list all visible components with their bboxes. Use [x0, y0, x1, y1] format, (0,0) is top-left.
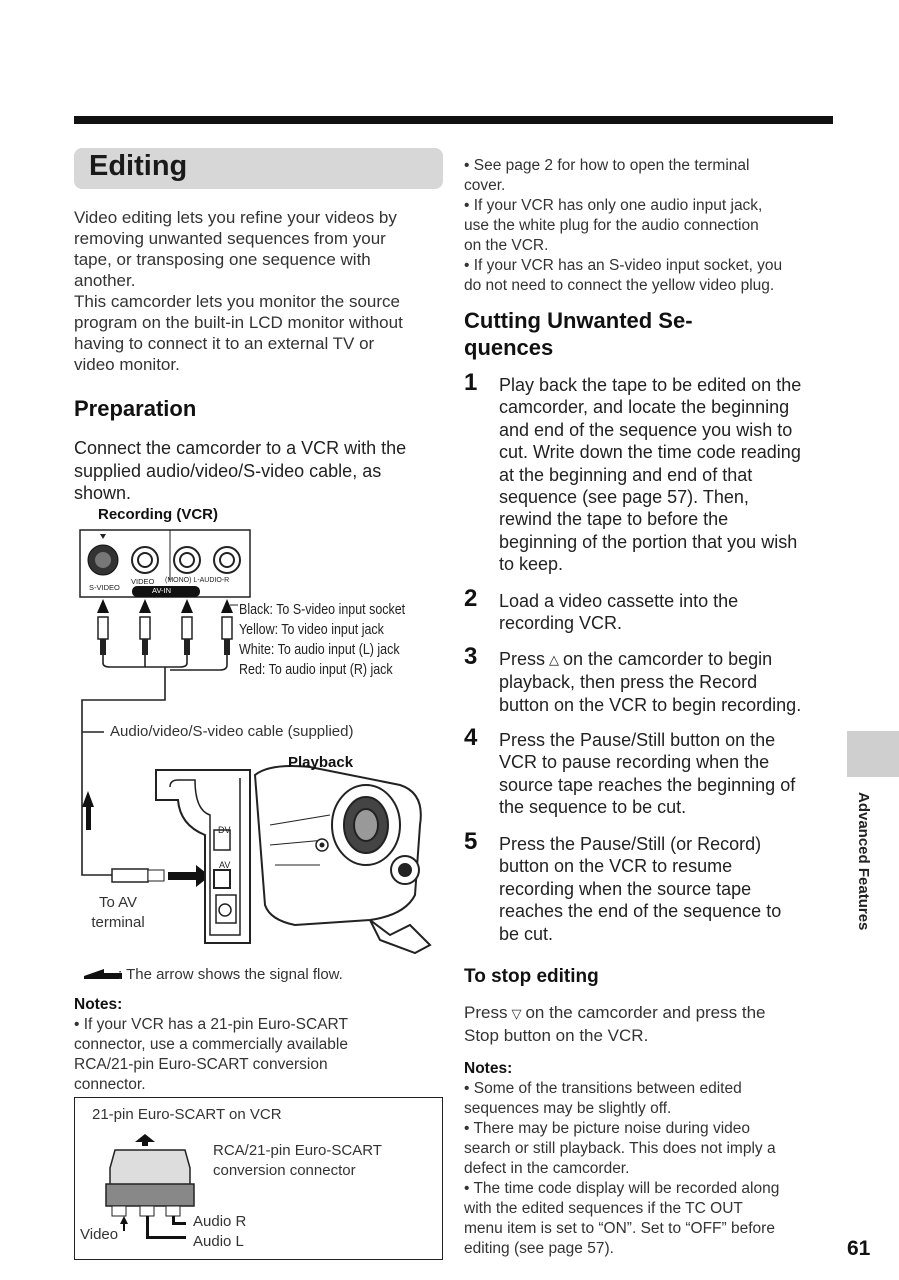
- step-4-number: 4: [464, 724, 478, 751]
- plug-labels: Black: To S-video input socket Yellow: To video input jack White: To audio input (L) jack Red: To audio input (R) jack: [239, 602, 406, 678]
- step-3-text: Press △ on the camcorder to begin playback, then press the Record button on the VCR to begin recording.: [499, 649, 802, 715]
- play-triangle-icon: △: [549, 652, 560, 668]
- scart-conv-label: RCA/21-pin Euro-SCART conversion connector: [213, 1142, 382, 1179]
- notes-right-list: [464, 1079, 839, 1259]
- cable-label: Audio/video/S-video cable (supplied): [110, 723, 354, 740]
- terminal-bullets: [464, 156, 839, 296]
- to-av-terminal-label: To AV terminal: [91, 894, 145, 931]
- av-in-label: AV-IN: [152, 586, 172, 595]
- section-title: Editing: [89, 150, 188, 182]
- bullet-item: • If your VCR has only one audio input jack, use the white plug for the audio connection on the VCR.: [464, 197, 763, 254]
- playback-label: Playback: [288, 754, 354, 771]
- intro-text: Video editing lets you refine your videos by removing unwanted sequences from your tape, or transposing one sequence with another. This camcorder lets you monitor the source program on the built-in LCD monitor without having to connect it to an external TV or video monitor.: [74, 208, 403, 374]
- audio-label: (MONO) L-AUDIO-R: [165, 577, 230, 584]
- cutting-heading: Cutting Unwanted Se- quences: [464, 308, 693, 360]
- jack-labels: [84, 577, 264, 599]
- camcorder-body: [255, 766, 430, 953]
- notes-left-item: • If your VCR has a 21-pin Euro-SCART connector, use a commercially available RCA/21-pin Euro-SCART conversion connector.: [74, 1016, 348, 1093]
- svideo-label: S-VIDEO: [89, 583, 120, 592]
- vcr-title: Recording (VCR): [98, 506, 218, 523]
- preparation-text: Connect the camcorder to a VCR with the supplied audio/video/S-video cable, as shown.: [74, 438, 407, 503]
- step-5-text: Press the Pause/Still (or Record) button on the VCR to resume recording when the source tape reaches the end of the sequence to be cut.: [499, 834, 782, 944]
- step-4-text: Press the Pause/Still button on the VCR to pause recording when the source tape reaches the beginning of the sequence to be cut.: [499, 730, 796, 818]
- step-3-number: 3: [464, 643, 478, 670]
- bullet-item: • If your VCR has an S-video input socket, you do not need to connect the yellow video plug.: [464, 257, 783, 294]
- av-plug: [112, 869, 148, 882]
- scart-audio-l-label: Audio L: [193, 1233, 244, 1250]
- scart-audio-r-label: Audio R: [193, 1213, 247, 1230]
- dv-label: DV: [218, 825, 231, 835]
- notes-right-item: • Some of the transitions between edited sequences may be slightly off.: [464, 1080, 742, 1117]
- notes-right-item: • The time code display will be recorded along with the edited sequences if the TC OUT menu item is set to “ON”. Set to “OFF” before editing (see page 57).: [464, 1180, 780, 1257]
- step-1-text: Play back the tape to be edited on the camcorder, and locate the beginning and end of the sequence you wish to cut. Write down the time code reading at the beginning and end of that sequence (see page 57). Then, rewind the tape to before the beginning of the portion that you wish to keep.: [499, 375, 802, 575]
- notes-right-item: • There may be picture noise during video search or still playback. This does not imply a defect in the camcorder.: [464, 1120, 776, 1177]
- step-5-number: 5: [464, 828, 478, 855]
- video-label: VIDEO: [131, 577, 155, 586]
- top-rule: [74, 116, 833, 124]
- av-label: AV: [219, 860, 231, 870]
- bullet-item: • See page 2 for how to open the terminal cover.: [464, 157, 750, 194]
- step-2-text: Load a video cassette into the recording VCR.: [499, 591, 739, 634]
- stop-editing-heading: To stop editing: [464, 966, 599, 987]
- step-1-number: 1: [464, 369, 478, 396]
- scart-title: 21-pin Euro-SCART on VCR: [92, 1106, 282, 1123]
- preparation-heading: Preparation: [74, 396, 197, 421]
- chapter-tab: [847, 731, 899, 777]
- stop-triangle-icon: ▽: [511, 1005, 522, 1021]
- page-number: 61: [847, 1237, 871, 1260]
- stop-editing-text: Press ▽ on the camcorder and press the Stop button on the VCR.: [464, 1003, 766, 1045]
- chapter-label: Advanced Features: [855, 792, 872, 931]
- notes-left-list: [74, 1015, 444, 1095]
- notes-right-heading: Notes:: [464, 1060, 513, 1077]
- notes-left-heading: Notes:: [74, 996, 123, 1013]
- arrow-note: : The arrow shows the signal flow.: [118, 966, 343, 983]
- scart-video-label: Video: [80, 1226, 119, 1243]
- step-2-number: 2: [464, 585, 478, 612]
